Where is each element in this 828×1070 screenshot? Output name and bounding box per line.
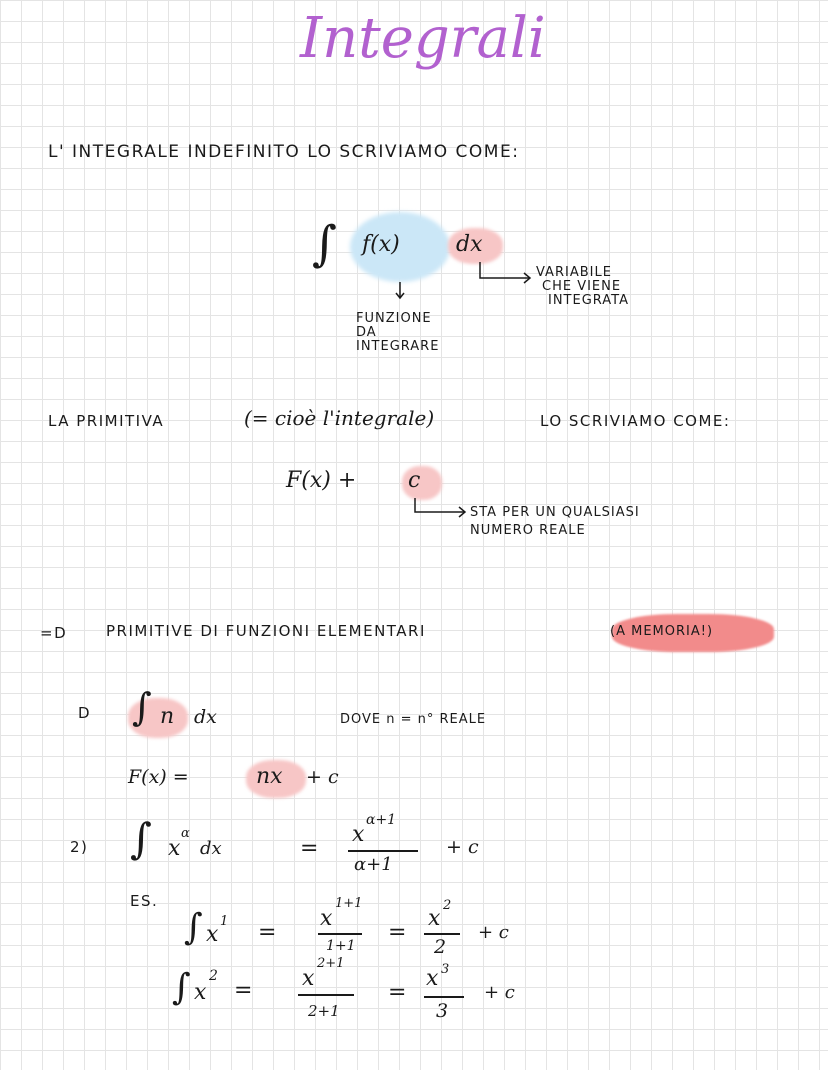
memory-badge: (A MEMORIA!)	[610, 624, 714, 639]
primitive-formula: F(x) +	[286, 468, 357, 493]
rule2-equals: =	[300, 836, 319, 861]
rule2-x: x	[168, 836, 181, 861]
ex2-x: x	[194, 980, 207, 1005]
down-arrow-icon	[395, 282, 407, 302]
dx-term: dx	[456, 232, 483, 257]
section1-heading: L' INTEGRALE INDEFINITO LO SCRIVIAMO COME:	[48, 142, 520, 162]
fx-note	[356, 312, 439, 354]
rule2-bullet: 2)	[70, 838, 89, 856]
ex1-equals: =	[258, 920, 277, 945]
rule1-nx: nx	[256, 764, 283, 789]
rule1-F-label: F(x) =	[128, 766, 189, 788]
right-arrow-icon	[478, 262, 538, 284]
dx-note-line: INTEGRATA	[548, 293, 630, 308]
integral-symbol: ∫	[184, 907, 203, 948]
integral-symbol: ∫	[172, 967, 191, 1008]
ex2-plus-c: + c	[484, 982, 515, 1003]
ex1-den2: 2	[434, 936, 447, 958]
section2-heading-a: LA PRIMITIVA	[48, 412, 165, 430]
section2-heading-b: (= cioè l'integrale)	[244, 406, 435, 430]
rule2-num-x: x	[352, 822, 365, 847]
rule1-n: n	[160, 704, 175, 729]
c-note	[470, 504, 640, 540]
dx-note-line: CHE VIENE	[542, 279, 622, 294]
ex2-den: 2+1	[308, 1002, 340, 1020]
rule2-num-exp: α+1	[366, 812, 397, 828]
implies-arrow: =D	[40, 624, 68, 642]
fx-note-line: DA	[356, 325, 377, 340]
rule2-dx: dx	[200, 838, 222, 859]
fraction-bar	[424, 933, 460, 935]
dx-note	[536, 266, 629, 308]
ex1-num-exp: 1+1	[335, 896, 363, 911]
ex1-den: 1+1	[326, 938, 356, 954]
ex2-num-exp: 2+1	[317, 956, 345, 971]
rule2-alpha: α	[181, 826, 190, 841]
examples-label: ES.	[130, 892, 159, 910]
integral-symbol: ∫	[130, 814, 152, 863]
rule1-note: DOVE n = n° REALE	[340, 712, 487, 727]
fraction-bar	[424, 996, 464, 998]
rule1-bullet: D	[78, 704, 92, 722]
ex2-den2: 3	[436, 1000, 449, 1022]
ex1-equals-2: =	[388, 920, 407, 945]
right-arrow-icon	[413, 498, 473, 520]
fraction-bar	[318, 933, 362, 935]
ex2-exp: 2	[209, 968, 218, 984]
fx-term: f(x)	[362, 232, 400, 257]
ex2-equals-2: =	[388, 980, 407, 1005]
rule1-dx: dx	[194, 706, 217, 728]
fraction-bar	[348, 850, 418, 852]
fraction-bar	[298, 994, 354, 996]
ex1-num-x: x	[320, 906, 333, 931]
fx-note-line: INTEGRARE	[356, 339, 440, 354]
ex1-exp: 1	[220, 914, 229, 929]
ex2-num2-x: x	[426, 966, 439, 991]
ex1-num2-exp: 2	[443, 898, 452, 913]
ex1-plus-c: + c	[478, 922, 509, 943]
dx-note-line: VARIABILE	[536, 265, 612, 280]
section2-heading-c: LO SCRIVIAMO COME:	[540, 412, 731, 430]
ex2-num-x: x	[302, 966, 315, 991]
ex1-num2-x: x	[428, 906, 441, 931]
rule2-den: α+1	[354, 854, 393, 875]
integral-symbol: ∫	[132, 685, 152, 729]
ex1-x: x	[206, 922, 219, 947]
section3-heading: PRIMITIVE DI FUNZIONI ELEMENTARI	[106, 622, 426, 640]
rule2-plus-c: + c	[446, 836, 479, 858]
rule1-plus-c: + c	[306, 766, 339, 788]
integral-symbol: ∫	[312, 216, 338, 272]
ex2-equals: =	[234, 978, 253, 1003]
c-note-line: STA PER UN QUALSIASI	[470, 505, 640, 520]
page-title: Integrali	[300, 6, 546, 71]
c-note-line: NUMERO REALE	[470, 523, 586, 538]
constant-c: c	[408, 468, 421, 493]
fx-note-line: FUNZIONE	[356, 311, 432, 326]
ex2-num2-exp: 3	[441, 962, 450, 977]
